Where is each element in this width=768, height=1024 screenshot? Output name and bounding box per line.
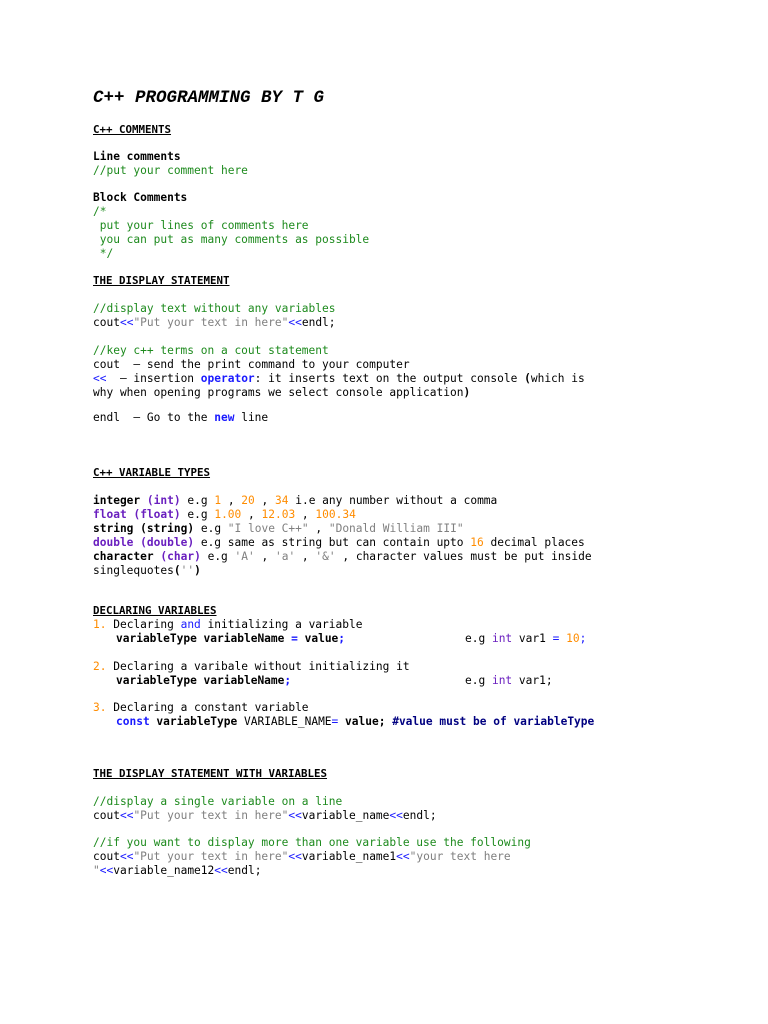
equals: = [331,715,339,728]
type-desc: i.e any number without a comma [288,494,498,507]
cout-keyword: cout [93,850,120,863]
declare-step-2 [93,660,410,674]
string-literal: "Put your text in here" [133,850,289,863]
int-keyword: int [491,632,513,645]
key-terms-comment: //key c++ terms on a cout statement [93,344,329,357]
term-insertion-cont [93,386,470,400]
endl-keyword: endl; [227,864,262,877]
term-text: which is [530,372,585,385]
equals: = [291,632,298,645]
number: 10 [566,632,580,645]
term-endl [93,411,268,425]
string-literal: "Put your text in here" [133,809,289,822]
variable: variable_name12 [113,864,215,877]
code: var1 [512,632,553,645]
operator-keyword: operator [200,372,255,385]
semicolon: ; [284,674,292,687]
page-title: C++ PROGRAMMING BY T G [93,88,325,108]
cout-keyword: cout [93,809,120,822]
string-literal: " [93,864,100,877]
declare-code-2 [116,674,291,688]
term-text: endl – Go to the [93,411,215,424]
semicolon: ; [579,632,587,645]
insertion-op: << [288,809,302,822]
const-keyword: const [116,715,150,728]
type-keyword: double [146,536,188,549]
step-text: Declaring a varibale without initializing it [106,660,410,673]
declare-example-2 [465,674,553,688]
type-keyword: int [153,494,174,507]
type-name: string [93,522,134,535]
term-insertion [93,372,585,386]
variable: variable_name [301,809,390,822]
type-desc: decimal places [483,536,585,549]
code: variableType variableName [116,674,285,687]
code: value [338,715,379,728]
type-name: float [93,508,127,521]
and-keyword: and [180,618,201,631]
number: 16 [470,536,484,549]
cout-var-line [93,809,437,823]
code: VARIABLE_NAME [243,715,332,728]
declare-example-1 [465,632,586,646]
code: variableType [149,715,244,728]
char-literal: '&' [315,550,336,563]
line-comment-example: //put your comment here [93,164,248,177]
type-integer: integer (int) e.g 1 , 20 , 34 i.e any number without a comma [93,494,498,507]
string-literal: "Put your text in here" [133,316,289,329]
display-vars-heading: THE DISPLAY STATEMENT WITH VARIABLES [93,767,328,780]
term-text: : it inserts text on the output console [254,372,525,385]
type-desc: e.g same as string but can contain upto [194,536,471,549]
insertion-op: << [119,809,134,822]
int-keyword: int [491,674,513,687]
insertion-op: << [214,864,228,877]
char-literal: '' [180,564,195,577]
display-comment: //display text without any variables [93,302,336,315]
semicolon: ; [378,715,386,728]
eg: e.g [187,508,215,521]
type-name: double [93,536,134,549]
block-comments-label: Block Comments [93,191,188,204]
code: value [297,632,339,645]
char-literal: 'A' [234,550,255,563]
insertion-op: << [396,850,410,863]
block-comment-close: */ [93,247,114,260]
eg: e.g [200,522,228,535]
insertion-op: << [389,809,403,822]
block-comment-line: put your lines of comments here [93,219,309,232]
cout-line [93,316,336,330]
line-comments-label: Line comments [93,150,181,163]
insertion-op: << [288,316,302,329]
term-text: line [234,411,269,424]
semicolon: ; [338,632,346,645]
insertion-op: << [93,372,107,385]
block-comment-open: /* [93,205,107,218]
declare-step-3 [93,701,309,715]
string-literal: "I love C++" [227,522,309,535]
number: 20 [241,494,255,507]
block-comment-line: you can put as many comments as possible [93,233,370,246]
declare-code-1 [116,632,345,646]
code-comment: #value must be of variableType [385,715,595,728]
type-keyword: string [146,522,188,535]
display-vars-comment: //display a single variable on a line [93,795,343,808]
number: 1 [214,494,222,507]
insertion-op: << [99,864,114,877]
eg: e.g [465,674,492,687]
type-desc: singlequotes [93,564,174,577]
declare-step-1 [93,618,362,632]
char-literal: 'a' [274,550,296,563]
term-text: why when opening programs we select console application [93,386,464,399]
number: 34 [275,494,289,507]
eg: e.g [465,632,492,645]
cout-keyword: cout [93,316,120,329]
insertion-op: << [288,850,302,863]
step-number: 2. [93,660,107,673]
endl-keyword: endl; [402,809,437,822]
paren: ( [524,372,531,385]
new-keyword: new [214,411,235,424]
type-name: character [93,550,154,563]
term-text: – insertion [106,372,201,385]
insertion-op: << [119,850,134,863]
type-string: string (string) e.g "I love C++" , "Donald William III" [93,522,464,535]
display-heading: THE DISPLAY STATEMENT [93,274,230,287]
code: var1; [512,674,553,687]
eg: e.g [187,494,215,507]
step-number: 1. [93,618,107,631]
equals: = [552,632,560,645]
declare-code-3 [116,715,594,729]
declaring-heading: DECLARING VARIABLES [93,604,217,617]
type-keyword: float [140,508,174,521]
cout-multi-line [93,850,511,864]
endl-keyword: endl; [301,316,336,329]
step-number: 3. [93,701,107,714]
number: 12.03 [261,508,296,521]
cout-multi-line-cont [93,864,261,878]
type-double: double (double) e.g same as string but can contain upto 16 decimal places [93,536,585,549]
eg: e.g [207,550,235,563]
variable: variable_name1 [301,850,397,863]
type-name: integer [93,494,141,507]
step-text: Declaring [106,618,181,631]
code: variableType variableName [116,632,292,645]
type-char: character (char) e.g 'A' , 'a' , '&' , character values must be put inside [93,550,592,563]
type-desc: , character values must be put inside [335,550,592,563]
types-heading: C++ VARIABLE TYPES [93,466,211,479]
display-multi-comment: //if you want to display more than one variable use the following [93,836,531,849]
paren: ) [463,386,471,399]
step-text: initializing a variable [200,618,363,631]
type-keyword: char [167,550,195,563]
number: 1.00 [214,508,242,521]
comments-heading: C++ COMMENTS [93,123,172,136]
number: 100.34 [315,508,356,521]
type-float: float (float) e.g 1.00 , 12.03 , 100.34 [93,508,356,521]
string-literal: "your text here [409,850,511,863]
string-literal: "Donald William III" [328,522,464,535]
type-char-cont: singlequotes('') [93,564,201,577]
insertion-op: << [119,316,134,329]
term-cout: cout – send the print command to your computer [93,358,410,371]
step-text: Declaring a constant variable [106,701,309,714]
